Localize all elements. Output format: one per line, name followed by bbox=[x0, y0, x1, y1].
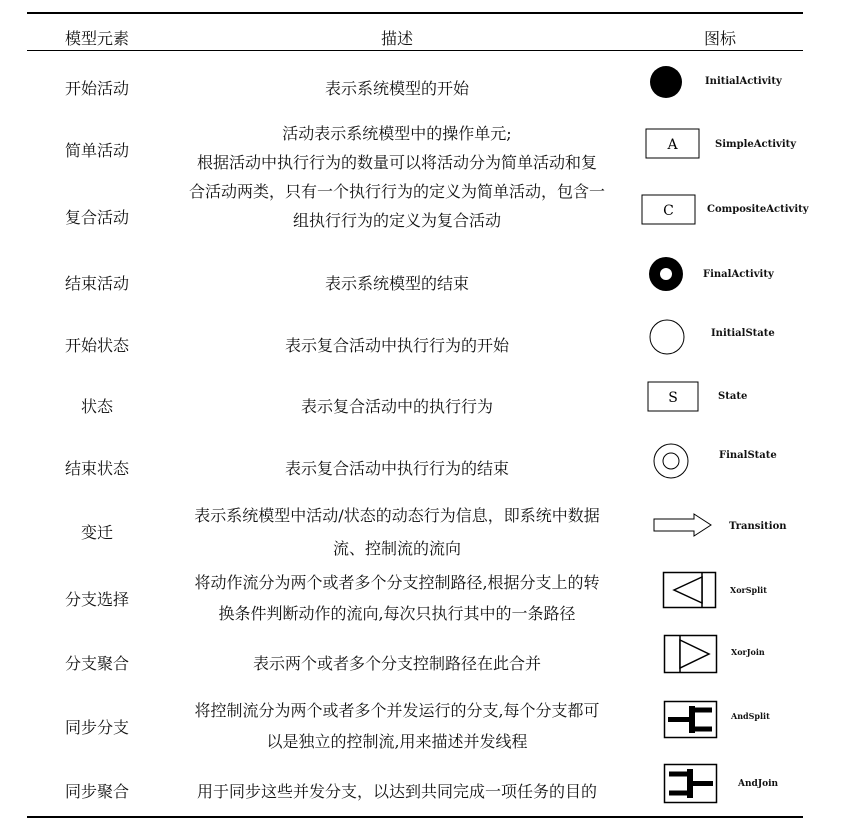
table-bottom-rule bbox=[27, 816, 803, 818]
icon-label: AndSplit bbox=[731, 711, 770, 721]
box-letter: A bbox=[667, 137, 678, 153]
row-desc-initial-activity bbox=[167, 76, 627, 101]
xor-join-icon bbox=[663, 634, 719, 676]
desc-line: 表示两个或者多个分支控制路径在此合并 bbox=[252, 654, 541, 673]
row-name-xor-split: 分支选择 bbox=[64, 590, 129, 609]
desc-line: 将控制流分为两个或者多个并发运行的分支,每个分支都可 bbox=[194, 701, 600, 720]
desc-line: 将动作流分为两个或者多个分支控制路径,根据分支上的转 bbox=[194, 573, 600, 592]
hollow-circle-icon bbox=[648, 318, 686, 356]
icon-label: XorJoin bbox=[731, 647, 765, 657]
desc-line: 换条件判断动作的流向,每次只执行其中的一条路径 bbox=[218, 604, 576, 623]
row-desc-and-join bbox=[167, 779, 627, 804]
row-desc-initial-state bbox=[167, 333, 627, 358]
row-name-final-state: 结束状态 bbox=[64, 459, 129, 478]
desc-line: 表示复合活动中执行行为的结束 bbox=[284, 459, 509, 478]
row-desc-transition bbox=[167, 503, 627, 561]
row-name-transition: 变迁 bbox=[80, 523, 113, 542]
desc-line: 合活动两类，只有一个执行行为的定义为简单活动，包含一 bbox=[188, 182, 605, 201]
icon-label: SimpleActivity bbox=[715, 139, 797, 150]
box-icon bbox=[641, 194, 697, 226]
table-top-rule bbox=[27, 12, 803, 14]
icon-label: XorSplit bbox=[730, 585, 767, 595]
bullseye-icon bbox=[648, 256, 684, 292]
row-name-final-activity: 结束活动 bbox=[64, 274, 129, 293]
row-desc-final-state bbox=[167, 456, 627, 481]
hollow-arrow-icon bbox=[652, 512, 714, 538]
icon-label: FinalActivity bbox=[703, 269, 774, 280]
desc-line: 表示复合活动中执行行为的开始 bbox=[284, 336, 509, 355]
row-name-initial-state: 开始状态 bbox=[64, 336, 129, 355]
box-letter: C bbox=[663, 203, 674, 219]
row-name-simple-activity: 简单活动 bbox=[64, 141, 129, 160]
and-join-icon bbox=[663, 763, 719, 805]
row-desc-state bbox=[167, 394, 627, 419]
icon-label: InitialState bbox=[711, 328, 775, 339]
desc-line: 表示复合活动中的执行行为 bbox=[300, 397, 493, 416]
box-letter: S bbox=[668, 390, 678, 406]
row-desc-xor-join bbox=[167, 651, 627, 676]
row-desc-and-split bbox=[167, 698, 627, 754]
row-name-and-join: 同步聚合 bbox=[64, 782, 129, 801]
desc-line: 根据活动中执行行为的数量可以将活动分为简单活动和复 bbox=[196, 153, 597, 172]
icon-label: FinalState bbox=[719, 450, 777, 461]
header-icon: 图标 bbox=[703, 29, 736, 48]
desc-line: 以是独立的控制流,用来描述并发线程 bbox=[266, 732, 528, 751]
icon-label: State bbox=[718, 391, 748, 402]
double-circle-icon bbox=[652, 442, 690, 480]
icon-label: InitialActivity bbox=[705, 76, 782, 87]
row-name-xor-join: 分支聚合 bbox=[64, 654, 129, 673]
row-name-state: 状态 bbox=[80, 397, 113, 416]
icon-label: Transition bbox=[729, 521, 787, 532]
box-icon bbox=[645, 128, 701, 160]
and-split-icon bbox=[663, 700, 719, 740]
row-name-and-split: 同步分支 bbox=[64, 718, 129, 737]
filled-circle-icon bbox=[648, 64, 684, 100]
desc-line: 用于同步这些并发分支，以达到共同完成一项任务的目的 bbox=[196, 782, 597, 801]
desc-line: 组执行行为的定义为复合活动 bbox=[292, 211, 501, 230]
row-desc-final-activity bbox=[167, 271, 627, 296]
box-icon bbox=[647, 381, 699, 413]
desc-line: 活动表示系统模型中的操作单元; bbox=[282, 124, 512, 143]
desc-line: 流、控制流的流向 bbox=[332, 539, 461, 558]
xor-split-icon bbox=[662, 571, 718, 611]
header-rule bbox=[27, 50, 803, 51]
header-element: 模型元素 bbox=[64, 29, 129, 48]
row-desc-xor-split bbox=[167, 570, 627, 626]
desc-line: 表示系统模型的结束 bbox=[324, 274, 469, 293]
desc-line: 表示系统模型中活动/状态的动态行为信息，即系统中数据 bbox=[194, 506, 600, 525]
header-description: 描述 bbox=[380, 29, 413, 48]
row-name-composite-activity: 复合活动 bbox=[64, 208, 129, 227]
desc-line: 表示系统模型的开始 bbox=[324, 79, 469, 98]
icon-label: AndJoin bbox=[738, 779, 779, 789]
row-desc-simple-composite bbox=[167, 121, 627, 233]
icon-label: CompositeActivity bbox=[707, 204, 809, 215]
row-name-initial-activity: 开始活动 bbox=[64, 79, 129, 98]
